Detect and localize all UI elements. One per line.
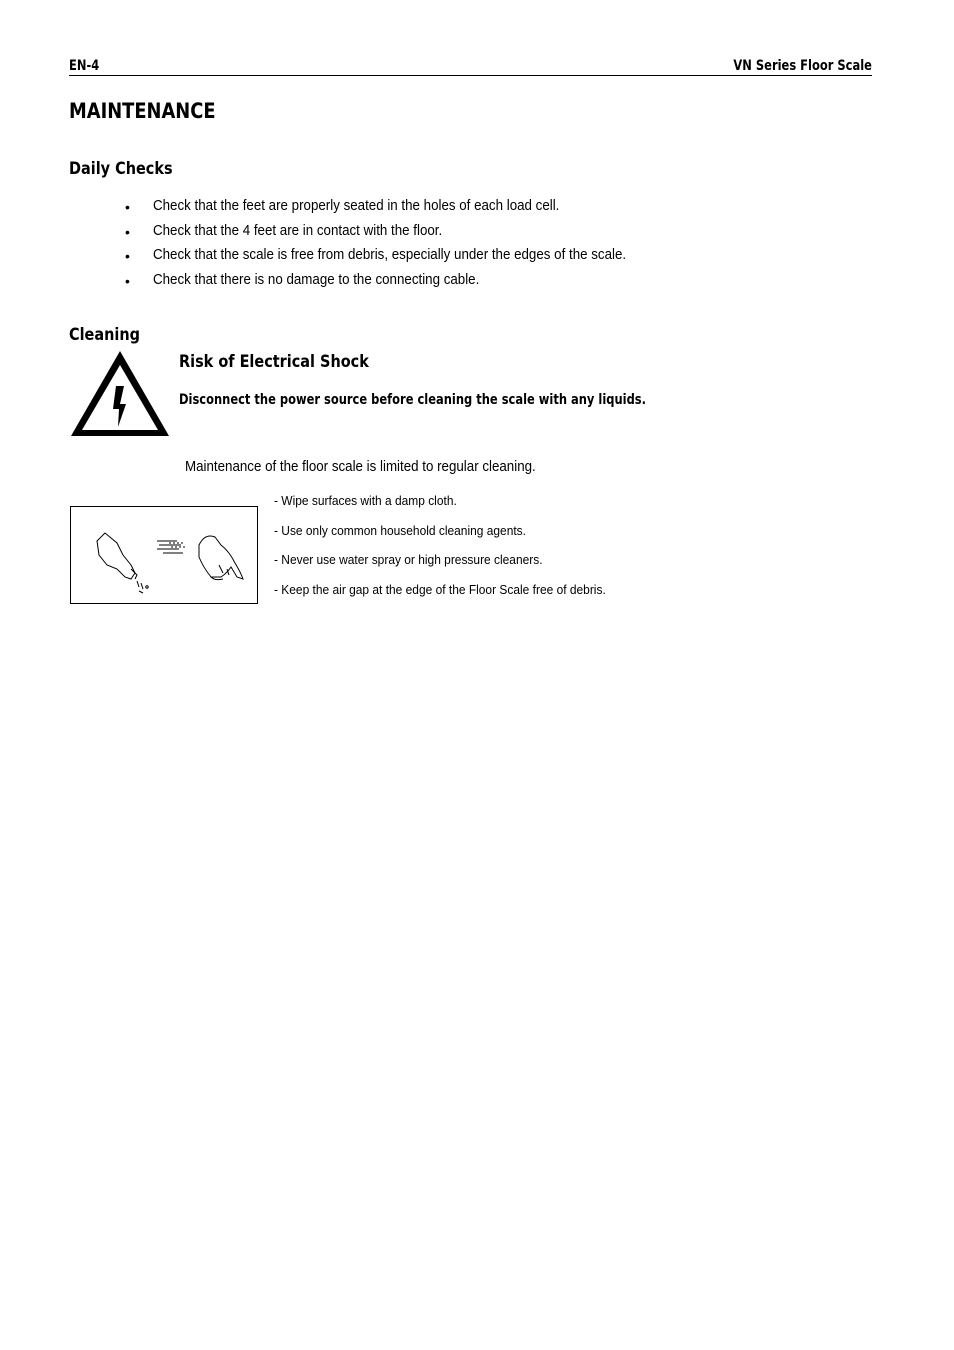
bullet-icon: • bbox=[125, 199, 130, 215]
cleaning-heading: Cleaning bbox=[69, 325, 140, 345]
page-header bbox=[69, 58, 872, 76]
warning-title: Risk of Electrical Shock bbox=[179, 352, 369, 372]
bullet-icon: • bbox=[125, 272, 130, 289]
daily-checks-heading: Daily Checks bbox=[69, 159, 173, 179]
list-item: - Use only common household cleaning agents. bbox=[274, 522, 526, 538]
list-item: - Wipe surfaces with a damp cloth. bbox=[274, 493, 457, 508]
bullet-icon: • bbox=[125, 248, 130, 264]
list-item: - Never use water spray or high pressure cleaners. bbox=[274, 552, 543, 568]
list-item-text: Check that there is no damage to the connecting cable. bbox=[153, 271, 480, 288]
page-number: EN-4 bbox=[69, 58, 100, 74]
list-item-text: Check that the 4 feet are in contact with the floor. bbox=[153, 222, 443, 239]
section-title: MAINTENANCE bbox=[69, 99, 216, 123]
electrical-shock-warning-icon bbox=[68, 348, 172, 440]
list-item: - Keep the air gap at the edge of the Floor Scale free of debris. bbox=[274, 582, 606, 598]
document-title: VN Series Floor Scale bbox=[733, 58, 872, 74]
list-item-text: Check that the scale is free from debris, especially under the edges of the scale. bbox=[153, 247, 627, 263]
warning-text: Disconnect the power source before cleaning the scale with any liquids. bbox=[179, 392, 647, 408]
cleaning-list bbox=[274, 493, 635, 612]
cleaning-illustration bbox=[70, 506, 258, 604]
bullet-icon: • bbox=[125, 223, 130, 240]
list-item-text: Check that the feet are properly seated in the holes of each load cell. bbox=[153, 198, 560, 214]
cleaning-intro: Maintenance of the floor scale is limited to regular cleaning. bbox=[185, 459, 536, 475]
